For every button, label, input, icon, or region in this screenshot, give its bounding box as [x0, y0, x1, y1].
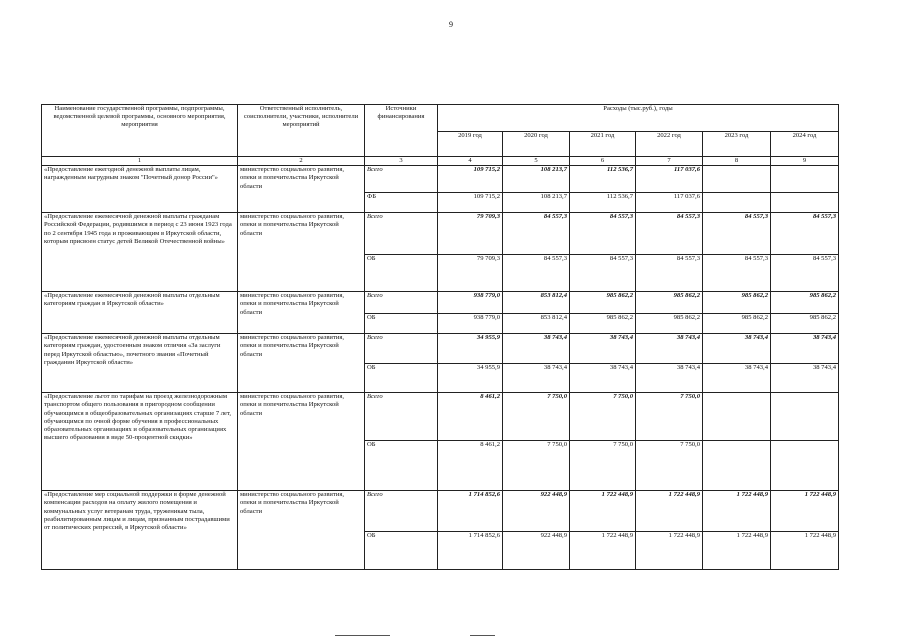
total-value: 109 715,2 [438, 166, 503, 193]
column-number: 5 [503, 157, 570, 166]
header-year: 2022 год [636, 132, 703, 157]
header-year: 2024 год [771, 132, 839, 157]
sub-value: 84 557,3 [771, 255, 839, 292]
column-number: 7 [636, 157, 703, 166]
sub-value: 38 743,4 [570, 364, 636, 393]
total-value: 7 750,0 [636, 393, 703, 441]
source-total-label: Всего [365, 393, 438, 441]
total-value: 38 743,4 [503, 334, 570, 364]
source-sub-label: ФБ [365, 193, 438, 213]
sub-value: 1 722 448,9 [570, 532, 636, 570]
table-row [42, 491, 839, 532]
sub-value: 84 557,3 [703, 255, 771, 292]
total-value: 1 722 448,9 [703, 491, 771, 532]
source-total-label: Всего [365, 292, 438, 314]
sub-value: 7 750,0 [636, 441, 703, 491]
sub-value: 1 714 852,6 [438, 532, 503, 570]
program-name: «Предоставление ежегодной денежной выплаты лицам, награжденным нагрудным знаком "Почетный донор России"» [42, 166, 238, 213]
source-total-label: Всего [365, 491, 438, 532]
sub-value: 922 448,9 [503, 532, 570, 570]
source-sub-label: ОБ [365, 532, 438, 570]
program-name: «Предоставление ежемесячной денежной выплаты отдельным категориям граждан, удостоенным знаком отличия «За заслуги перед Иркутской областью», почетного звания «Почетный гражданин Иркутской области» [42, 334, 238, 393]
table-row [42, 393, 839, 441]
sub-value: 38 743,4 [771, 364, 839, 393]
sub-value: 34 955,9 [438, 364, 503, 393]
total-value: 922 448,9 [503, 491, 570, 532]
header-year: 2021 год [570, 132, 636, 157]
total-value: 117 037,6 [636, 166, 703, 193]
program-name: «Предоставление мер социальной поддержки в форме денежной компенсации расходов на оплату жилого помещения и коммунальных услуг ветеранам труда, труженикам тыла, реабилитированным лицам и лицам, признанным пострадавшими от политических репрессий, в Иркутской области» [42, 491, 238, 570]
total-value: 84 557,3 [503, 213, 570, 255]
total-value: 985 862,2 [636, 292, 703, 314]
total-value: 1 722 448,9 [570, 491, 636, 532]
header-name: Наименование государственной программы, подпрограммы, ведомственной целевой программы, основного мероприятия, мероприятия [42, 105, 238, 157]
column-number: 4 [438, 157, 503, 166]
sub-value: 938 779,0 [438, 314, 503, 334]
sub-value [703, 193, 771, 213]
total-value: 1 714 852,6 [438, 491, 503, 532]
total-value: 38 743,4 [570, 334, 636, 364]
sub-value: 108 213,7 [503, 193, 570, 213]
total-value: 8 461,2 [438, 393, 503, 441]
program-name: «Предоставление ежемесячной денежной выплаты отдельным категориям граждан в Иркутской области» [42, 292, 238, 334]
total-value: 985 862,2 [570, 292, 636, 314]
sub-value [771, 441, 839, 491]
total-value: 38 743,4 [771, 334, 839, 364]
sub-value: 1 722 448,9 [703, 532, 771, 570]
sub-value: 38 743,4 [503, 364, 570, 393]
sub-value: 84 557,3 [636, 255, 703, 292]
column-number: 8 [703, 157, 771, 166]
sub-value: 1 722 448,9 [636, 532, 703, 570]
column-number: 9 [771, 157, 839, 166]
header-expenses: Расходы (тыс.руб.), годы [438, 105, 839, 132]
table-row [42, 334, 839, 364]
total-value [771, 393, 839, 441]
executor: министерство социального развития, опеки и попечительства Иркутской области [238, 334, 365, 393]
table-header [42, 105, 839, 166]
total-value: 38 743,4 [703, 334, 771, 364]
total-value [703, 166, 771, 193]
sub-value: 38 743,4 [636, 364, 703, 393]
sub-value: 112 536,7 [570, 193, 636, 213]
sub-value: 79 709,3 [438, 255, 503, 292]
total-value: 853 812,4 [503, 292, 570, 314]
total-value: 938 779,0 [438, 292, 503, 314]
total-value: 34 955,9 [438, 334, 503, 364]
sub-value: 853 812,4 [503, 314, 570, 334]
sub-value: 8 461,2 [438, 441, 503, 491]
source-total-label: Всего [365, 213, 438, 255]
total-value: 1 722 448,9 [771, 491, 839, 532]
column-number: 1 [42, 157, 238, 166]
footer-mark [335, 635, 390, 636]
sub-value: 985 862,2 [636, 314, 703, 334]
header-executor: Ответственный исполнитель, соисполнители, участники, исполнители мероприятий [238, 105, 365, 157]
total-value: 38 743,4 [636, 334, 703, 364]
source-total-label: Всего [365, 334, 438, 364]
total-value [703, 393, 771, 441]
total-value: 7 750,0 [570, 393, 636, 441]
header-year: 2023 год [703, 132, 771, 157]
source-total-label: Всего [365, 166, 438, 193]
sub-value [703, 441, 771, 491]
sub-value: 1 722 448,9 [771, 532, 839, 570]
table-body [42, 166, 839, 570]
expenses-table [41, 104, 839, 570]
total-value: 112 536,7 [570, 166, 636, 193]
table-row [42, 166, 839, 193]
sub-value: 117 037,6 [636, 193, 703, 213]
header-year: 2019 год [438, 132, 503, 157]
source-sub-label: ОБ [365, 441, 438, 491]
page-number: 9 [449, 20, 453, 29]
column-number: 2 [238, 157, 365, 166]
sub-value: 109 715,2 [438, 193, 503, 213]
total-value: 79 709,3 [438, 213, 503, 255]
total-value: 84 557,3 [570, 213, 636, 255]
total-value: 108 213,7 [503, 166, 570, 193]
column-number: 3 [365, 157, 438, 166]
total-value [771, 166, 839, 193]
source-sub-label: ОБ [365, 255, 438, 292]
total-value: 7 750,0 [503, 393, 570, 441]
sub-value: 38 743,4 [703, 364, 771, 393]
sub-value: 985 862,2 [771, 314, 839, 334]
total-value: 985 862,2 [703, 292, 771, 314]
source-sub-label: ОБ [365, 364, 438, 393]
total-value: 84 557,3 [703, 213, 771, 255]
total-value: 84 557,3 [771, 213, 839, 255]
executor: министерство социального развития, опеки и попечительства Иркутской области [238, 166, 365, 213]
executor: министерство социального развития, опеки и попечительства Иркутской области [238, 213, 365, 292]
header-source: Источники финансирования [365, 105, 438, 157]
total-value: 84 557,3 [636, 213, 703, 255]
header-year: 2020 год [503, 132, 570, 157]
sub-value: 985 862,2 [570, 314, 636, 334]
total-value: 1 722 448,9 [636, 491, 703, 532]
table-row [42, 213, 839, 255]
program-name: «Предоставление льгот по тарифам на проезд железнодорожным транспортом общего пользования в пригородном сообщении обучающимся в общеобразовательных организациях старше 7 лет, обучающимся по очной форме обучения в профессиональных образовательных организациях и образовательных организациях высшего образования в виде 50-процентной скидки» [42, 393, 238, 491]
table-row [42, 292, 839, 314]
executor: министерство социального развития, опеки и попечительства Иркутской области [238, 491, 365, 570]
sub-value: 7 750,0 [570, 441, 636, 491]
sub-value [771, 193, 839, 213]
executor: министерство социального развития, опеки и попечительства Иркутской области [238, 292, 365, 334]
sub-value: 84 557,3 [503, 255, 570, 292]
sub-value: 985 862,2 [703, 314, 771, 334]
column-number: 6 [570, 157, 636, 166]
executor: министерство социального развития, опеки и попечительства Иркутской области [238, 393, 365, 491]
source-sub-label: ОБ [365, 314, 438, 334]
program-name: «Предоставление ежемесячной денежной выплаты гражданам Российской Федерации, родившимся в период с 23 июня 1923 года по 2 сентября 1945 года и проживающим в Иркутской области, которым присвоен статус детей Великой Отечественной войны» [42, 213, 238, 292]
total-value: 985 862,2 [771, 292, 839, 314]
sub-value: 84 557,3 [570, 255, 636, 292]
sub-value: 7 750,0 [503, 441, 570, 491]
footer-mark [470, 635, 495, 636]
